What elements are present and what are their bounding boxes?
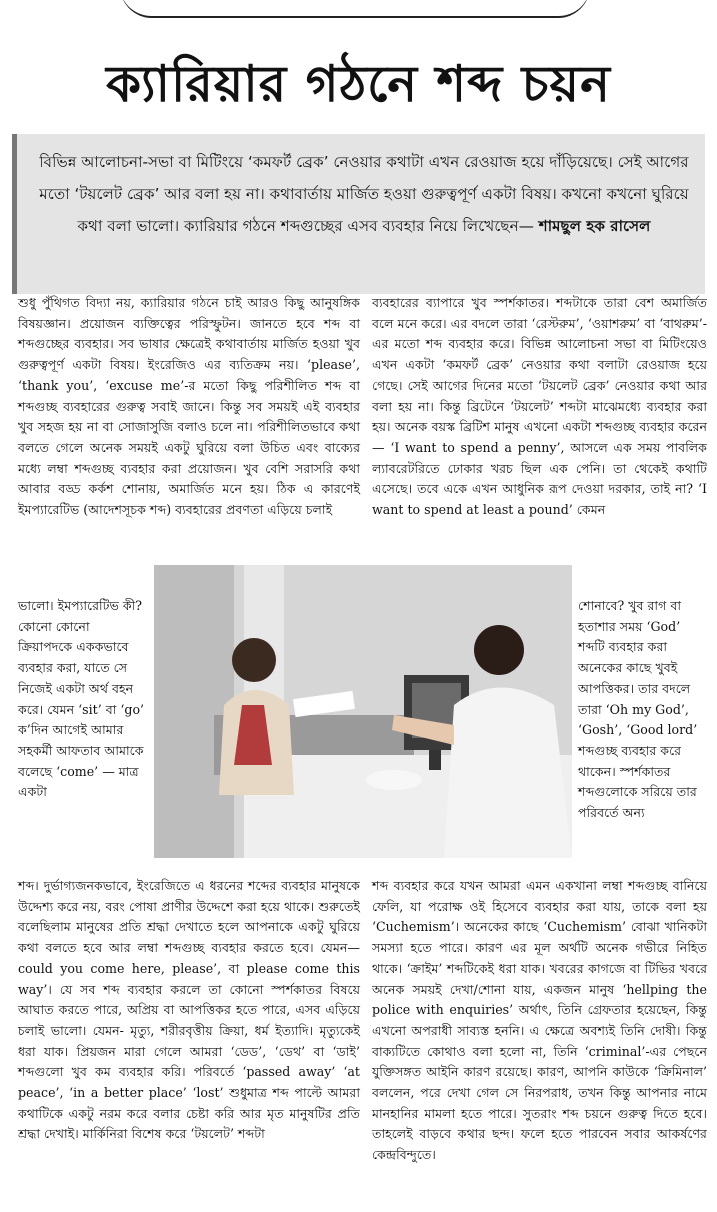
office-photo xyxy=(154,565,572,858)
column-left-top xyxy=(18,293,360,521)
office-photo-illustration xyxy=(154,565,572,858)
article-title: ক্যারিয়ার গঠনে শব্দ চয়ন xyxy=(106,55,611,113)
column-right-text: ব্যবহারের ব্যাপারে খুব স্পর্শকাতর। শব্দটাকে তারা বেশ অমার্জিত বলে মনে করে। এর বদলে তারা ‘রেস্টরুম’, ‘ওয়াশরুম’ বা ‘বাথরুম’-এর মতো শব্দ ব্যবহার করে। বিভিন্ন আলোচনা সভা বা মিটিংয়েও এখন একটা ‘কমফর্ট ব্রেক’ নেওয়ার কথা বলাটা রেওয়াজ হয়ে গেছে। সেই আগের দিনের মতো ‘টয়লেট ব্রেক’ নেওয়ার কথা আর বলা হয় না। কিন্তু ব্রিটেনে ‘টয়লেট’ শব্দটা মাঝেমধ্যে ব্যবহার করা হয়। অনেক বয়স্ক ব্রিটিশ মানুষ এখনো একটা শব্দগুচ্ছ ব্যবহার করেন— ‘I want to spend a penny’, আসলে এক সময় পাবলিক ল্যাবরেটরিতে ঢোকার খরচ ছিল এক পেনি। তা থেকেই কথাটি এসেছে। তবে একে এখন আধুনিক রূপ দেওয়া দরকার, তাই না? ‘I want to spend at least a pound’ কেমন xyxy=(372,295,707,518)
narrow-right-text: শোনাবে? খুব রাগ বা হতাশার সময় ‘God’ শব্দটি ব্যবহার করা অনেকের কাছে খুবই আপত্তিকর। তার বদলে তারা ‘Oh my God’, ‘Gosh’, ‘Good lord’ শব্দগুচ্ছ ব্যবহার করে থাকেন। স্পর্শকাতর শব্দগুলোকে সরিয়ে তার পরিবর্তে অন্য xyxy=(578,598,698,821)
column-left-text: শুধু পুঁথিগত বিদ্যা নয়, ক্যারিয়ার গঠনে চাই আরও কিছু আনুষঙ্গিক বিষয়জ্ঞান। প্রয়োজন ব্যক্তিত্বের পরিস্ফুটন। জানতে হবে শব্দ বা শব্দগুচ্ছের ব্যবহার। সব ভাষার ক্ষেত্রেই কথাবার্তায় মার্জিত হওয়া খুব গুরুত্বপূর্ণ একটা বিষয়। ইংরেজিও এর ব্যতিক্রম নয়। ‘please’, ‘thank you’, ‘excuse me’-র মতো কিছু পরিশীলিত শব্দ বা শব্দগুচ্ছ ব্যবহারের গুরুত্ব সবাই জানে। কিন্তু সব সময়ই এই ব্যবহার খুব সহজ হয় না বা সোজাসুজি বলাও চলে না। পরিশীলিতভাবে কথা বলতে গেলে অনেক সময়ই একটু ঘুরিয়ে বলা উচিত এবং বাক্যের মধ্যে লম্বা শব্দগুচ্ছ ব্যবহার করা প্রয়োজন। খুব বেশি সরাসরি কথা আবার বড্ড কর্কশ শোনায়, অমার্জিত মনে হয়। ঠিক এ কারণেই ইমপ্যারেটিভ (আদেশসূচক শব্দ) ব্যবহারের প্রবণতা এড়িয়ে চলাই xyxy=(18,295,360,518)
header-arc-decoration xyxy=(120,0,590,18)
author-name: শামছুল হক রাসেল xyxy=(538,217,651,235)
intro-paragraph xyxy=(17,134,705,242)
intro-text: বিভিন্ন আলোচনা-সভা বা মিটিংয়ে ‘কমফর্ট ব্রেক’ নেওয়ার কথাটা এখন রেওয়াজ হয়ে দাঁড়িয়েছে। সেই আগের মতো ‘টয়লেট ব্রেক’ আর বলা হয় না। কথাবার্তায় মার্জিত হওয়া গুরুত্বপূর্ণ একটা বিষয়। কখনো কখনো ঘুরিয়ে কথা বলা ভালো। ক্যারিয়ার গঠনে শব্দগুচ্ছের এসব ব্যবহার নিয়ে লিখেছেন— xyxy=(39,153,689,235)
intro-box xyxy=(12,134,705,294)
page-header-rule xyxy=(0,0,717,20)
narrow-left-text: ভালো। ইমপ্যারেটিভ কী? কোনো কোনো ক্রিয়াপদকে এককভাবে ব্যবহার করা, যাতে সে নিজেই একটা অর্থ বহন করে। যেমন ‘sit’ বা ‘go’ ক’দিন আগেই আমার সহকর্মী আফতাব আমাকে বলেছে ‘come’ — মাত্র একটা xyxy=(18,598,145,800)
column-right-bottom: শব্দ ব্যবহার করে যখন আমরা এমন একখানা লম্বা শব্দগুচ্ছ বানিয়ে ফেলি, যা পরোক্ষ ওই হিসেবে ব্যবহার করা যায়, তাকে বলা হয় ‘Cuchemism’। অনেকের কাছে ‘Cuchemism’ বোঝা খানিকটা সমস্যা হতে পারে। কারণ এর মূল অর্থটি অনেক গভীরে নিহিত থাকে। ‘ক্রাইম’ শব্দটিকেই ধরা যাক। খবরের কাগজে বা টিভির খবরে অনেক সময়ই দেখা/শোনা যায়, একজন মানুষ ‘hellping the police with enquiries’ অর্থাৎ, তিনি গ্রেফতার হয়েছেন, কিন্তু এখনো অপরাধী সাব্যস্ত হননি। এ ক্ষেত্রে অবশ্যই তিনি দোষী। কিন্তু বাক্যটিতে কোথাও বলা হলো না, তিনি ‘criminal’-এর পেছনে যুক্তিসঙ্গত আইনি কারণ রয়েছে। কারণ, আপনি কাউকে ‘ক্রিমিনাল’ বললেন, পরে দেখা গেল সে নিরপরাধ, তখন কিন্তু আপনার নামে মানহানির মামলা হতে পারে। সুতরাং শব্দ চয়নে গুরুত্ব দিতে হবে। তাহলেই বাড়বে কথার ছন্দ। ফলে হতে পারবেন সবার আকর্ষণের কেন্দ্রবিন্দুতে। xyxy=(372,878,707,1163)
column-left-bottom: শব্দ। দুর্ভাগ্যজনকভাবে, ইংরেজিতে এ ধরনের শব্দের ব্যবহার মানুষকে উদ্দেশ্য করে নয়, বরং পোষা প্রাণীর উদ্দেশে করা হয়ে থাকে। শুরুতেই বলেছিলাম মানুষের প্রতি শ্রদ্ধা দেখাতে হলে আপনাকে একটু ঘুরিয়ে কথা বলতে হবে আর লম্বা শব্দগুচ্ছ ব্যবহার করতে হবে। যেমন— could you come here, please’, বা please come this way’। যে সব শব্দ ব্যবহার করলে তা কোনো স্পর্শকাতর বিষয়ে আঘাত করতে পারে, অপ্রিয় বা আপত্তিকর হতে পারে, এসব এড়িয়ে চলাই ভালো। যেমন- মৃত্যু, শরীরবৃত্তীয় ক্রিয়া, ধর্ম ইত্যাদি। মৃত্যুকেই ধরা যাক। প্রিয়জন মারা গেলে আমরা ‘ডেড’, ‘ডেথ’ বা ‘ডাই’ শব্দগুলো খুব কম ব্যবহার করি। পরিবর্তে ‘passed away’ ‘at peace’, ‘in a better place’ ‘lost’ শুধুমাত্র শব্দ পাল্টে আমরা কথাটিকে একটু নরম করে বলার চেষ্টা করি আর মৃত মানুষটির প্রতি শ্রদ্ধা দেখাই। মার্কিনিরা বিশেষ করে ‘টয়লেট’ শব্দটা xyxy=(18,878,360,1142)
column-right-top xyxy=(372,293,707,521)
